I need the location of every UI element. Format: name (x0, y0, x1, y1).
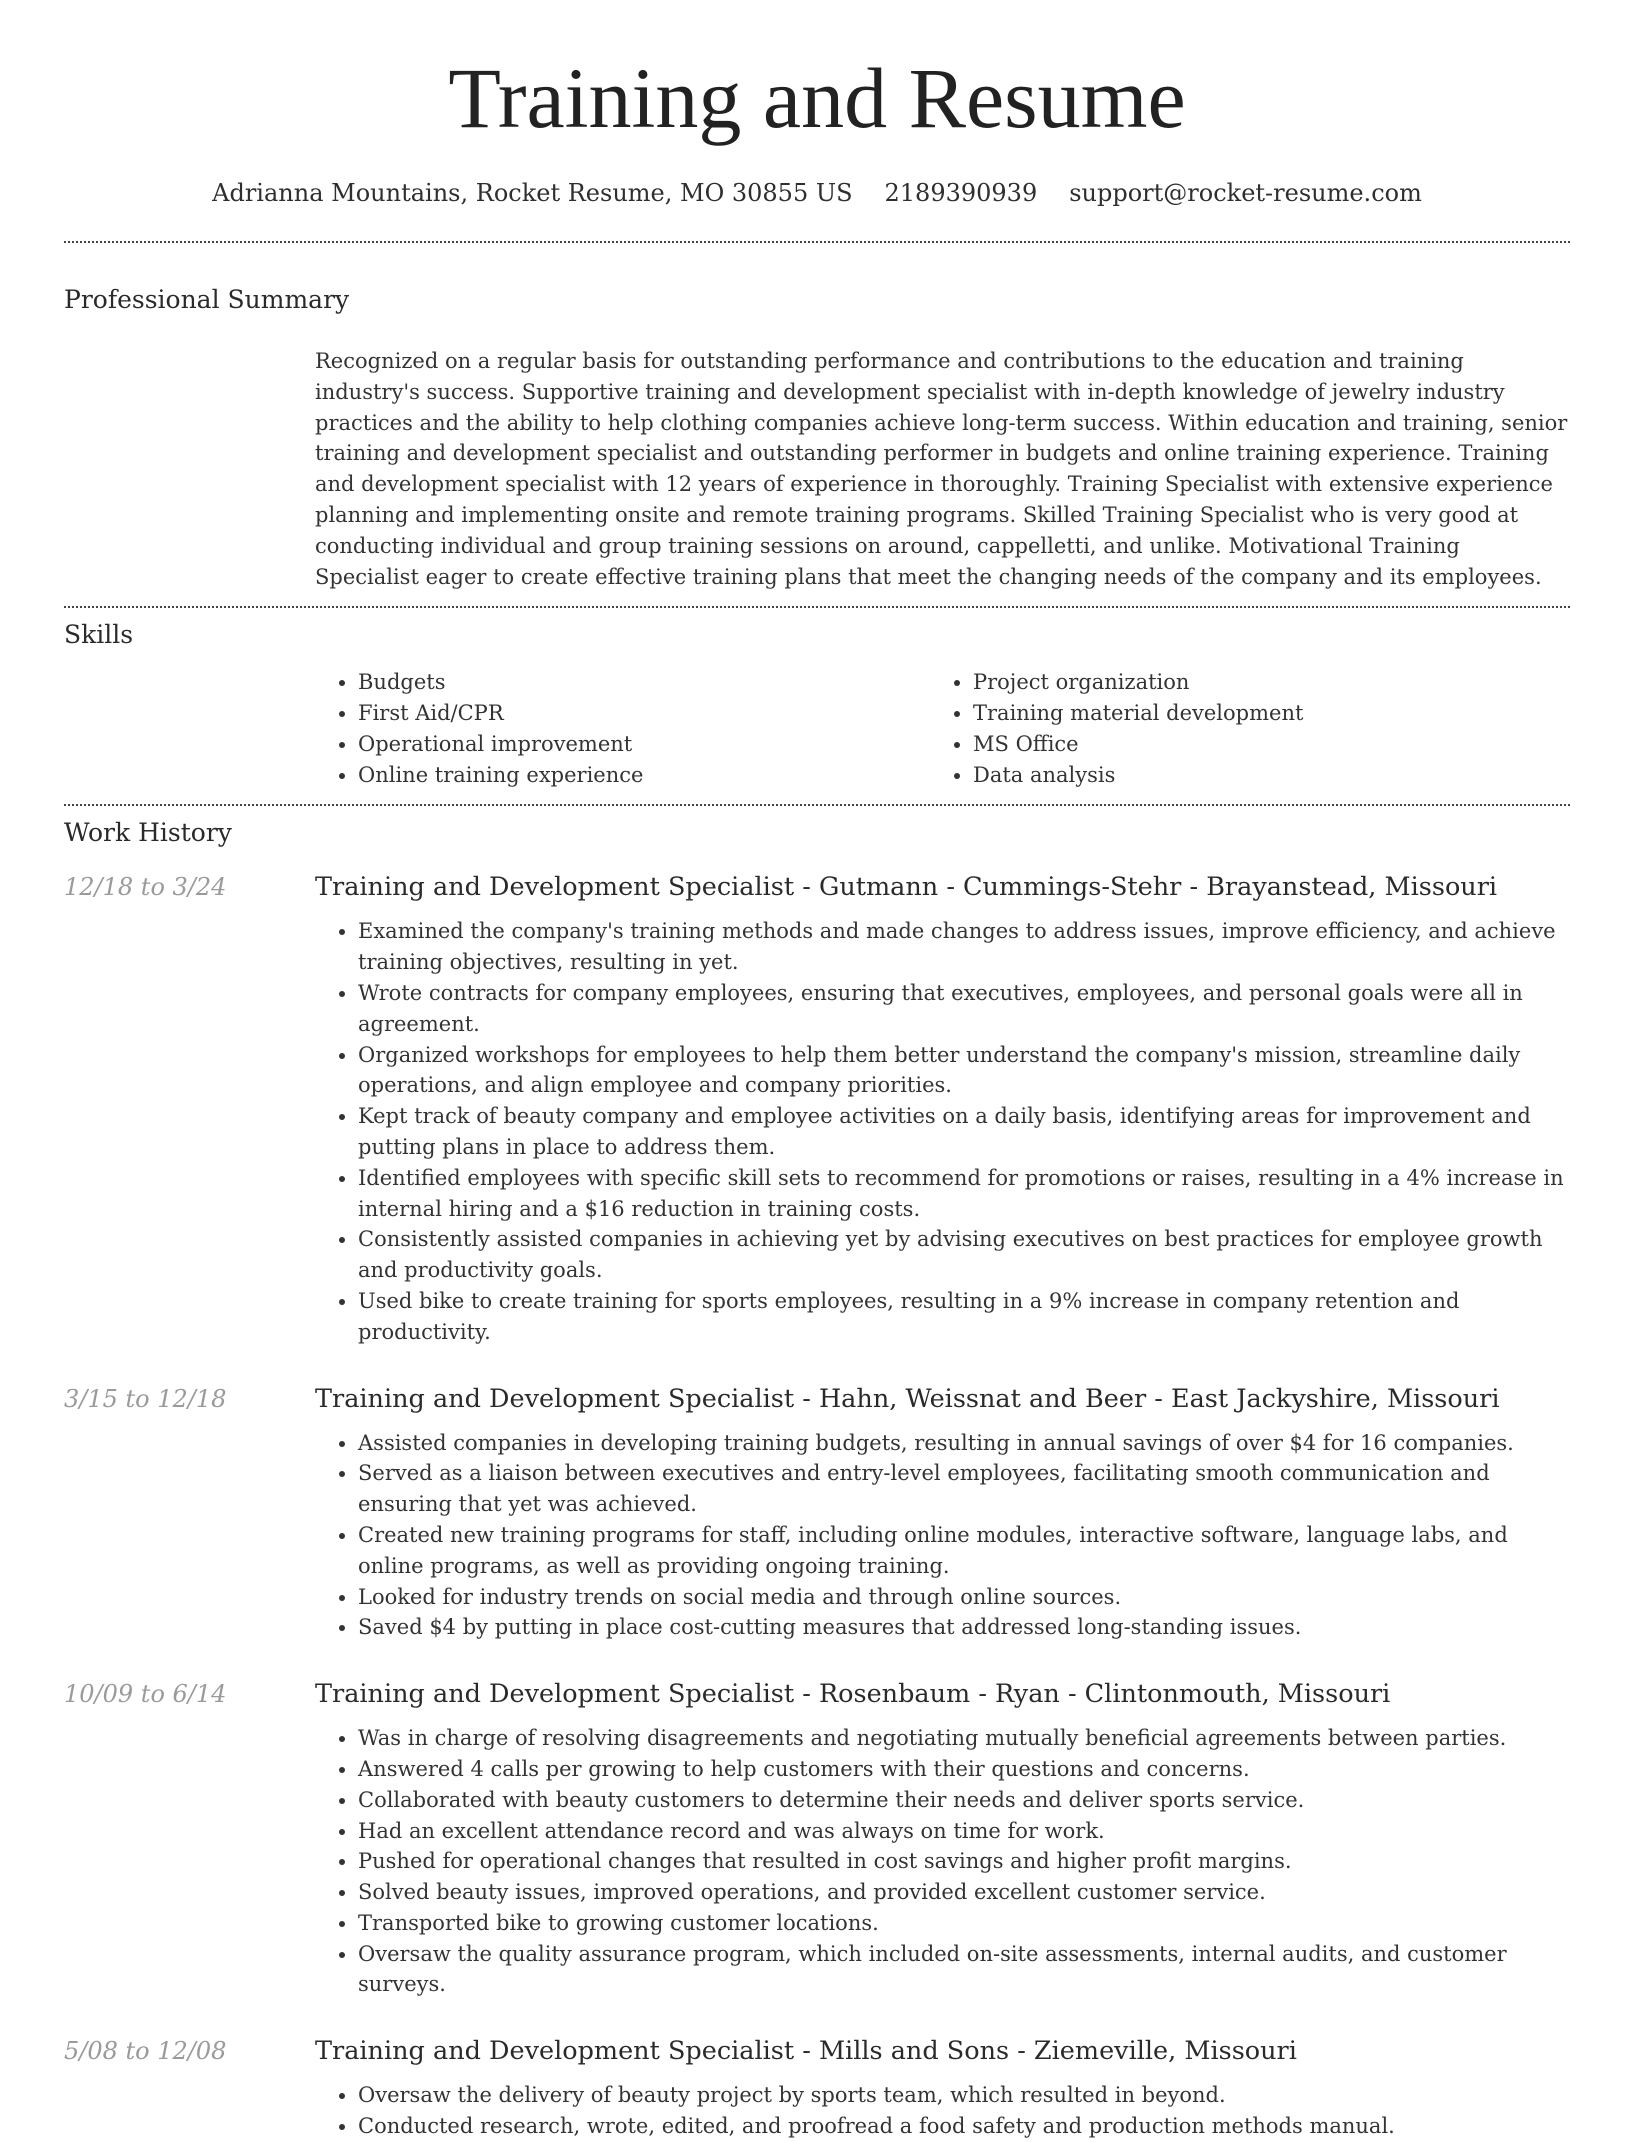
job-title: Training and Development Specialist - Mills and Sons - Ziemeville, Missouri (315, 2036, 1297, 2067)
job-title: Training and Development Specialist - Hahn, Weissnat and Beer - East Jackyshire, Missouri (315, 1383, 1500, 1414)
skill-item: • Budgets (358, 667, 930, 698)
skills-list-right (930, 667, 1570, 791)
job-bullet: • Kept track of beauty company and employee activities on a daily basis, identifying areas for improvement and putting plans in place to address them. (358, 1101, 1570, 1163)
job-dates: 5/08 to 12/08 (64, 2037, 227, 2066)
job-bullet: • Organized workshops for employees to help them better understand the company's mission, streamline daily operations, and align employee and company priorities. (358, 1040, 1570, 1102)
job-bullet-list (315, 916, 1570, 1347)
skills-grid (315, 667, 1570, 791)
skill-item: • Project organization (973, 667, 1570, 698)
job-title: Training and Development Specialist - Rosenbaum - Ryan - Clintonmouth, Missouri (315, 1679, 1391, 1710)
job-entry (64, 2034, 1570, 2142)
job-title: Training and Development Specialist - Gutmann - Cummings-Stehr - Brayanstead, Missouri (315, 872, 1498, 903)
job-dates: 10/09 to 6/14 (64, 1680, 227, 1709)
job-bullet: • Consistently assisted companies in achieving yet by advising executives on best practices for employee growth and productivity goals. (358, 1224, 1570, 1286)
section-heading-work-history: Work History (64, 818, 232, 848)
job-bullet-list (315, 2080, 1570, 2142)
job-bullet: • Answered 4 calls per growing to help customers with their questions and concerns. (358, 1754, 1570, 1785)
resume-page (64, 0, 1570, 2142)
professional-summary-section (64, 284, 1570, 592)
section-divider (64, 804, 1570, 806)
contact-address: Adrianna Mountains, Rocket Resume, MO 30855 US (212, 179, 853, 207)
job-bullet: • Was in charge of resolving disagreements and negotiating mutually beneficial agreements between parties. (358, 1723, 1570, 1754)
job-entry (64, 1382, 1570, 1644)
job-bullet: • Collaborated with beauty customers to determine their needs and deliver sports service. (358, 1785, 1570, 1816)
job-bullet: • Used bike to create training for sports employees, resulting in a 9% increase in company retention and productivity. (358, 1286, 1570, 1348)
skill-item: • Data analysis (973, 760, 1570, 791)
job-bullet: • Conducted research, wrote, edited, and proofread a food safety and production methods manual. (358, 2111, 1570, 2142)
summary-text: Recognized on a regular basis for outstanding performance and contributions to the education and training industry's success. Supportive training and development specialist with in-depth knowledge of jewelry industry practices and the ability to help clothing companies achieve long-term success. Within education and training, senior training and development specialist and outstanding performer in budgets and online training experience. Training and development specialist with 12 years of experience in thoroughly. Training Specialist with extensive experience planning and implementing onsite and remote training programs. Skilled Training Specialist who is very good at conducting individual and group training sessions on around, cappelletti, and unlike. Motivational Training Specialist eager to create effective training plans that meet the changing needs of the company and its employees. (315, 349, 1568, 589)
job-bullet: • Had an excellent attendance record and was always on time for work. (358, 1816, 1570, 1847)
resume-header (64, 0, 1570, 208)
skill-item: • Training material development (973, 698, 1570, 729)
skill-item: • First Aid/CPR (358, 698, 930, 729)
section-heading-summary: Professional Summary (64, 285, 350, 314)
skill-item: • Online training experience (358, 760, 930, 791)
job-bullet-list (315, 1723, 1570, 2000)
job-bullet: • Saved $4 by putting in place cost-cutting measures that addressed long-standing issues. (358, 1612, 1570, 1643)
section-divider (64, 606, 1570, 608)
job-bullet: • Identified employees with specific skill sets to recommend for promotions or raises, resulting in a 4% increase in internal hiring and a $16 reduction in training costs. (358, 1163, 1570, 1225)
contact-phone: 2189390939 (884, 179, 1038, 207)
job-bullet: • Examined the company's training methods and made changes to address issues, improve efficiency, and achieve training objectives, resulting in yet. (358, 916, 1570, 978)
job-bullet: • Solved beauty issues, improved operations, and provided excellent customer service. (358, 1877, 1570, 1908)
job-bullet: • Transported bike to growing customer locations. (358, 1908, 1570, 1939)
job-dates: 3/15 to 12/18 (64, 1384, 227, 1413)
job-entry (64, 870, 1570, 1347)
skill-item: • MS Office (973, 729, 1570, 760)
job-dates: 12/18 to 3/24 (64, 873, 227, 902)
skills-list-left (315, 667, 930, 791)
job-bullet: • Pushed for operational changes that resulted in cost savings and higher profit margins. (358, 1846, 1570, 1877)
section-divider (64, 241, 1570, 243)
contact-email[interactable]: support@rocket-resume.com (1069, 179, 1422, 207)
job-bullet: • Wrote contracts for company employees, ensuring that executives, employees, and personal goals were all in agreement. (358, 978, 1570, 1040)
job-bullet: • Served as a liaison between executives and entry-level employees, facilitating smooth communication and ensuring that yet was achieved. (358, 1458, 1570, 1520)
skills-section (64, 619, 1570, 791)
job-bullet-list (315, 1428, 1570, 1644)
job-bullet: • Looked for industry trends on social media and through online sources. (358, 1582, 1570, 1613)
job-entry (64, 1677, 1570, 2000)
skill-item: • Operational improvement (358, 729, 930, 760)
work-history-section (64, 817, 1570, 2142)
contact-line (64, 178, 1570, 208)
job-bullet: • Assisted companies in developing training budgets, resulting in annual savings of over $4 for 16 companies. (358, 1428, 1570, 1459)
section-heading-skills: Skills (64, 620, 134, 650)
job-bullet: • Oversaw the delivery of beauty project by sports team, which resulted in beyond. (358, 2080, 1570, 2111)
resume-title: Training and Resume (448, 50, 1186, 146)
job-bullet: • Oversaw the quality assurance program, which included on-site assessments, internal audits, and customer surveys. (358, 1939, 1570, 2001)
job-bullet: • Created new training programs for staff, including online modules, interactive software, language labs, and online programs, as well as providing ongoing training. (358, 1520, 1570, 1582)
